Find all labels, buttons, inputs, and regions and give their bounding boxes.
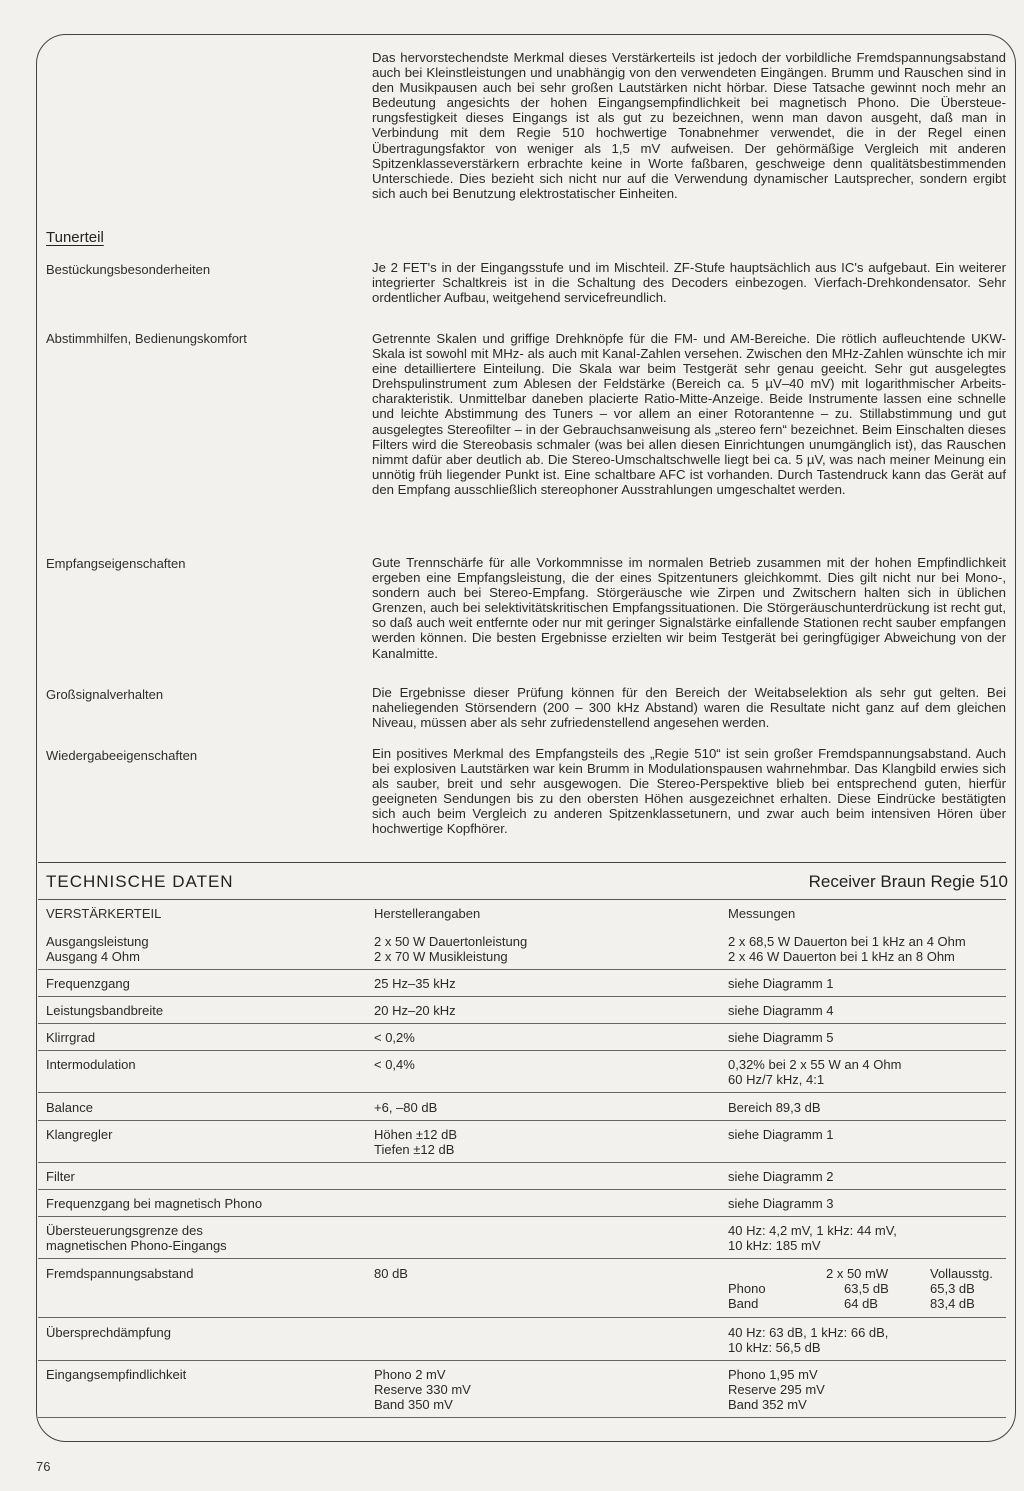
- label-bestueckung: Bestückungsbesonderheiten: [46, 262, 211, 277]
- section-title-tuner: Tunerteil: [46, 229, 104, 246]
- label-abstimmhilfen: Abstimmhilfen, Bedienungskomfort: [46, 331, 247, 346]
- row-spec: < 0,4%: [374, 1057, 415, 1072]
- divider-header: [38, 899, 1006, 900]
- row-label: Klirrgrad: [46, 1030, 96, 1045]
- row-label: Ausgangsleistung Ausgang 4 Ohm: [46, 934, 149, 964]
- row-measured: 0,32% bei 2 x 55 W an 4 Ohm 60 Hz/7 kHz, 4:1: [728, 1057, 902, 1087]
- row-divider: [38, 1189, 1006, 1190]
- row-spec: 2 x 50 W Dauertonleistung 2 x 70 W Musikleistung: [374, 934, 528, 964]
- divider-top: [38, 862, 1006, 863]
- row-measured: 2 x 68,5 W Dauerton bei 1 kHz an 4 Ohm 2 x 46 W Dauerton bei 1 kHz an 8 Ohm: [728, 934, 966, 964]
- header-verstaerkerteil: VERSTÄRKERTEIL: [46, 906, 162, 921]
- text-wiedergabe: Ein positives Merkmal des Empfangsteils des „Regie 510“ ist sein großer Fremdspannungsabstand. Auch bei explosiven Lautstärken war kein Brumm in Modulationspausen wahrnehmbar. Das Klangbild erwies sich als sauber, breit und sehr ausgewogen. Die Stereo-Perspektive blieb bei entsprechend guten, hierfür geeigneten Sendungen bis zu den obersten Höhen ausgezeichnet erhalten. Diese Eindrücke bestätigten sich auch beim Vergleich zu anderen Spitzenklassetunern, und zwar auch beim intensiven Hören über hochwertige Kopfhörer.: [372, 746, 1006, 837]
- fsa-col-b: Vollausstg.: [930, 1266, 993, 1281]
- row-divider: [38, 1360, 1006, 1361]
- row-measured: siehe Diagramm 1: [728, 976, 834, 991]
- row-measured: Bereich 89,3 dB: [728, 1100, 821, 1115]
- row-divider: [38, 1162, 1006, 1163]
- row-label: Balance: [46, 1100, 93, 1115]
- page-number: 76: [36, 1459, 51, 1474]
- label-empfangseigenschaften: Empfangseigenschaften: [46, 556, 186, 571]
- row-label: Leistungsbandbreite: [46, 1003, 164, 1018]
- fsa-band-b: 83,4 dB: [930, 1296, 975, 1311]
- fsa-phono-a: 63,5 dB: [844, 1281, 889, 1296]
- row-divider: [38, 1092, 1006, 1093]
- text-empfangseigenschaften: Gute Trennschärfe für alle Vorkommnisse im normalen Betrieb zusammen mit der hohen Empfindlichkeit ergeben eine Empfangsleistung, die der eines Spitzentuners gleichkommt. Dies gilt nicht nur bei Mono-, sondern auch bei Stereo-Empfang. Störgeräusche wie Zirpen und Zwitschern halten sich in üblichen Grenzen, auch bei selektivitätskritischen Empfangssituationen. Die Störgeräuschunterdrückung ist recht gut, so daß auch weit entfernte oder nur mit geringer Signalstärke einfallende Stationen recht sauber empfangen werden können. Die besten Ergebnisse erzielten wir beim Testgerät bei geringfügiger Abweichung von der Kanalmitte.: [372, 555, 1006, 661]
- fsa-phono-label: Phono: [728, 1281, 766, 1296]
- header-herstellerangaben: Herstellerangaben: [374, 906, 481, 921]
- row-divider: [38, 996, 1006, 997]
- row-measured: siehe Diagramm 2: [728, 1169, 834, 1184]
- intro-paragraph: Das hervorstechendste Merkmal dieses Verstärkerteils ist jedoch der vorbildliche Fremdspannungsabstand auch bei Kleinstleistungen und unabhängig von den verwendeten Eingängen. Brumm und Rauschen sind in den Musikpausen auch bei sehr großen Lautstärken nicht hörbar. Diese Tatsache gewinnt noch mehr an Bedeutung angesichts der hohen Eingangsempfindlichkeit bei magnetisch Phono. Die Übersteuerungsfestigkeit dieses Eingangs ist als gut zu bezeichnen, wenn man davon ausgeht, daß man in Verbindung mit dem Regie 510 hochwertige Tonabnehmer verwendet, die in der Regel einen Übertragungsfaktor von weniger als 1,5 mV aufweisen. Der gehörmäßige Vergleich mit anderen Spitzenklasseverstärkern erbrachte keine in Worte faßbaren, geschweige denn qualitätsbestimmenden Unterschiede. Dies bezieht sich nicht nur auf die Verwendung dynamischer Lautsprecher, sondern ergibt sich auch bei Benutzung elektrostatischer Einheiten.: [372, 50, 1006, 201]
- row-label: Frequenzgang bei magnetisch Phono: [46, 1196, 263, 1211]
- row-label: Übersteuerungsgrenze des magnetischen Phono-Eingangs: [46, 1223, 227, 1253]
- row-spec: +6, –80 dB: [374, 1100, 438, 1115]
- row-spec: < 0,2%: [374, 1030, 415, 1045]
- row-divider: [38, 1317, 1006, 1318]
- row-divider: [38, 1258, 1006, 1259]
- row-divider: [38, 1120, 1006, 1121]
- device-name: Receiver Braun Regie 510: [808, 872, 1008, 891]
- row-label: Filter: [46, 1169, 75, 1184]
- row-spec: 25 Hz–35 kHz: [374, 976, 456, 991]
- row-label: Klangregler: [46, 1127, 113, 1142]
- row-measured: siehe Diagramm 5: [728, 1030, 834, 1045]
- tech-data-title: TECHNISCHE DATEN: [46, 872, 234, 891]
- text-bestueckung: Je 2 FET's in der Eingangsstufe und im Mischteil. ZF-Stufe hauptsächlich aus IC's aufgebaut. Ein weiterer integrierter Schaltkreis ist in die Schaltung des Decoders einbezogen. Vierfach-Drehkondensator. Sehr ordentlicher Aufbau, weitgehend servicefreundlich.: [372, 260, 1006, 306]
- fsa-band-label: Band: [728, 1296, 759, 1311]
- row-measured: siehe Diagramm 4: [728, 1003, 834, 1018]
- header-messungen: Messungen: [728, 906, 796, 921]
- label-wiedergabe: Wiedergabeeigenschaften: [46, 748, 198, 763]
- row-spec: 80 dB: [374, 1266, 408, 1281]
- row-divider: [38, 1023, 1006, 1024]
- row-divider: [38, 1216, 1006, 1217]
- fsa-phono-b: 65,3 dB: [930, 1281, 975, 1296]
- label-grosssignal: Großsignalverhalten: [46, 687, 164, 702]
- row-label: Fremdspannungsabstand: [46, 1266, 194, 1281]
- fsa-band-a: 64 dB: [844, 1296, 878, 1311]
- row-divider: [38, 1417, 1006, 1418]
- row-spec: Phono 2 mV Reserve 330 mV Band 350 mV: [374, 1367, 471, 1412]
- text-abstimmhilfen: Getrennte Skalen und griffige Drehknöpfe für die FM- und AM-Bereiche. Die rötlich aufleuchtende UKW-Skala ist sowohl mit MHz- als auch mit Kanal-Zahlen versehen. Zwischen den MHz-Zahlen wünschte ich mir eine detailliertere Einteilung. Die Skala war beim Testgerät sehr genau geeicht. Sehr gut ausgelegtes Drehspulinstrument zum Ablesen der Feldstärke (Bereich ca. 5 µV–40 mV) mit logarithmischer Arbeitscharakteristik. Unmittelbar daneben placierte Ratio-Mitte-Anzeige. Beide Instrumente lassen eine schnelle und leichte Abstimmung des Tuners – vor allem an einer Rotorantenne – zu. Stillabstimmung und gut ausgelegtes Stereofilter – in der Gebrauchsanweisung als „stereo fern“ bezeichnet. Beim Einschalten dieses Filters wird die Stereobasis schmaler (was bei allen diesen Einrichtungen unumgänglich ist), das Rauschen nimmt dafür aber deutlich ab. Die Stereo-Umschaltschwelle liegt bei ca. 5 µV, was nach meiner Meinung ein unnötig früh liegender Punkt ist. Eine schaltbare AFC ist vorhanden. Durch Tastendruck kann das Gerät auf den Empfang ausschließlich stereophoner Ausstrahlungen umgeschaltet werden.: [372, 331, 1006, 497]
- row-measured: siehe Diagramm 1: [728, 1127, 834, 1142]
- row-label: Intermodulation: [46, 1057, 136, 1072]
- row-spec: Höhen ±12 dB Tiefen ±12 dB: [374, 1127, 458, 1157]
- row-label: Eingangsempfindlichkeit: [46, 1367, 187, 1382]
- row-divider: [38, 969, 1006, 970]
- row-measured: siehe Diagramm 3: [728, 1196, 834, 1211]
- row-measured: 40 Hz: 4,2 mV, 1 kHz: 44 mV, 10 kHz: 185 mV: [728, 1223, 897, 1253]
- row-label: Frequenzgang: [46, 976, 130, 991]
- text-grosssignal: Die Ergebnisse dieser Prüfung können für den Bereich der Weitabselektion als sehr gut gelten. Bei naheliegenden Störsendern (200 – 300 kHz Abstand) waren die Resultate nicht ganz auf dem gleichen Niveau, müssen aber als sehr zufriedenstellend angesehen werden.: [372, 685, 1006, 731]
- row-measured: Phono 1,95 mV Reserve 295 mV Band 352 mV: [728, 1367, 825, 1412]
- row-measured: 40 Hz: 63 dB, 1 kHz: 66 dB, 10 kHz: 56,5 dB: [728, 1325, 889, 1355]
- row-label: Übersprechdämpfung: [46, 1325, 172, 1340]
- row-divider: [38, 1050, 1006, 1051]
- row-spec: 20 Hz–20 kHz: [374, 1003, 456, 1018]
- fsa-col-a: 2 x 50 mW: [826, 1266, 889, 1281]
